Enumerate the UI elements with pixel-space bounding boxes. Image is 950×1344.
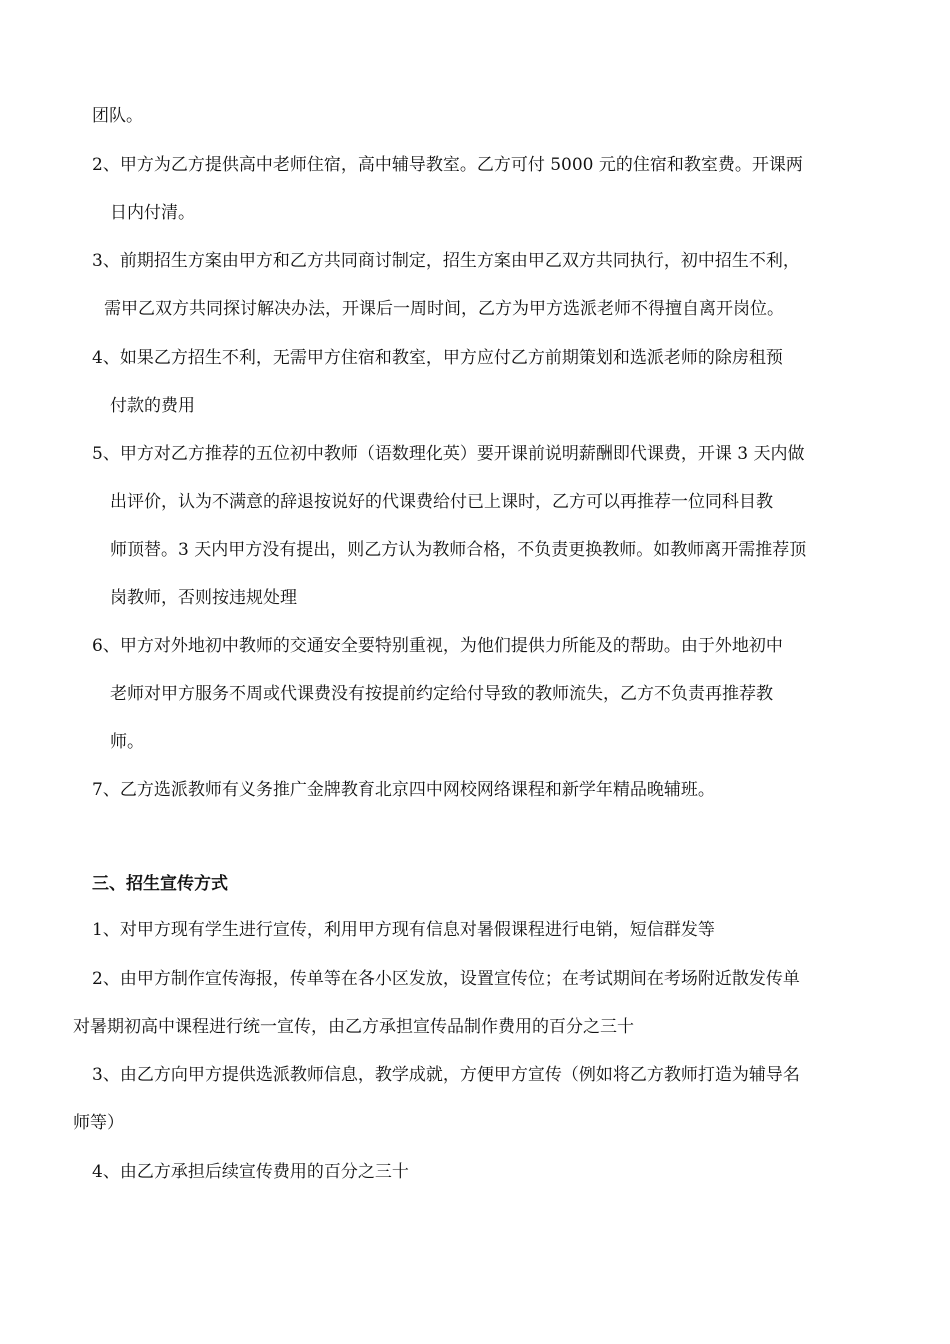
item5-line3: 师顶替。3 天内甲方没有提出，则乙方认为教师合格，不负责更换教师。如教师离开需推荐顶 — [110, 540, 807, 560]
item2-line1: 2、甲方为乙方提供高中老师住宿，高中辅导教室。乙方可付 5000 元的住宿和教室费。开课两 — [92, 155, 803, 175]
item5-line2: 出评价，认为不满意的辞退按说好的代课费给付已上课时，乙方可以再推荐一位同科目教 — [110, 492, 773, 512]
s3-item1-line1: 1、对甲方现有学生进行宣传，利用甲方现有信息对暑假课程进行电销，短信群发等 — [92, 920, 715, 940]
item3-line2: 需甲乙双方共同探讨解决办法，开课后一周时间，乙方为甲方选派老师不得擅自离开岗位。 — [104, 299, 784, 319]
s3-item3-line2: 师等） — [73, 1113, 124, 1133]
s3-item2-line1: 2、由甲方制作宣传海报，传单等在各小区发放，设置宣传位；在考试期间在考场附近散发传单 — [92, 969, 800, 989]
item6-line1: 6、甲方对外地初中教师的交通安全要特别重视，为他们提供力所能及的帮助。由于外地初中 — [92, 636, 783, 656]
intro-tail-text: 团队。 — [92, 106, 143, 126]
item6-line2: 老师对甲方服务不周或代课费没有按提前约定给付导致的教师流失，乙方不负责再推荐教 — [110, 684, 773, 704]
item5-line1: 5、甲方对乙方推荐的五位初中教师（语数理化英）要开课前说明薪酬即代课费，开课 3 天内做 — [92, 444, 805, 464]
s3-item2-line2: 对暑期初高中课程进行统一宣传，由乙方承担宣传品制作费用的百分之三十 — [73, 1017, 634, 1037]
s3-item3-line1: 3、由乙方向甲方提供选派教师信息，教学成就，方便甲方宣传（例如将乙方教师打造为辅导名 — [92, 1065, 800, 1085]
item2-line2: 日内付清。 — [110, 203, 195, 223]
item4-line1: 4、如果乙方招生不利，无需甲方住宿和教室，甲方应付乙方前期策划和选派老师的除房租预 — [92, 348, 783, 368]
item5-line4: 岗教师，否则按违规处理 — [110, 588, 297, 608]
item3-line1: 3、前期招生方案由甲方和乙方共同商讨制定，招生方案由甲乙双方共同执行，初中招生不利， — [92, 251, 800, 271]
item4-line2: 付款的费用 — [110, 396, 195, 416]
item6-line3: 师。 — [110, 732, 144, 752]
section3-heading: 三、招生宣传方式 — [92, 874, 228, 894]
item7-line1: 7、乙方选派教师有义务推广金牌教育北京四中网校网络课程和新学年精品晚辅班。 — [92, 780, 715, 800]
s3-item4-line1: 4、由乙方承担后续宣传费用的百分之三十 — [92, 1162, 409, 1182]
